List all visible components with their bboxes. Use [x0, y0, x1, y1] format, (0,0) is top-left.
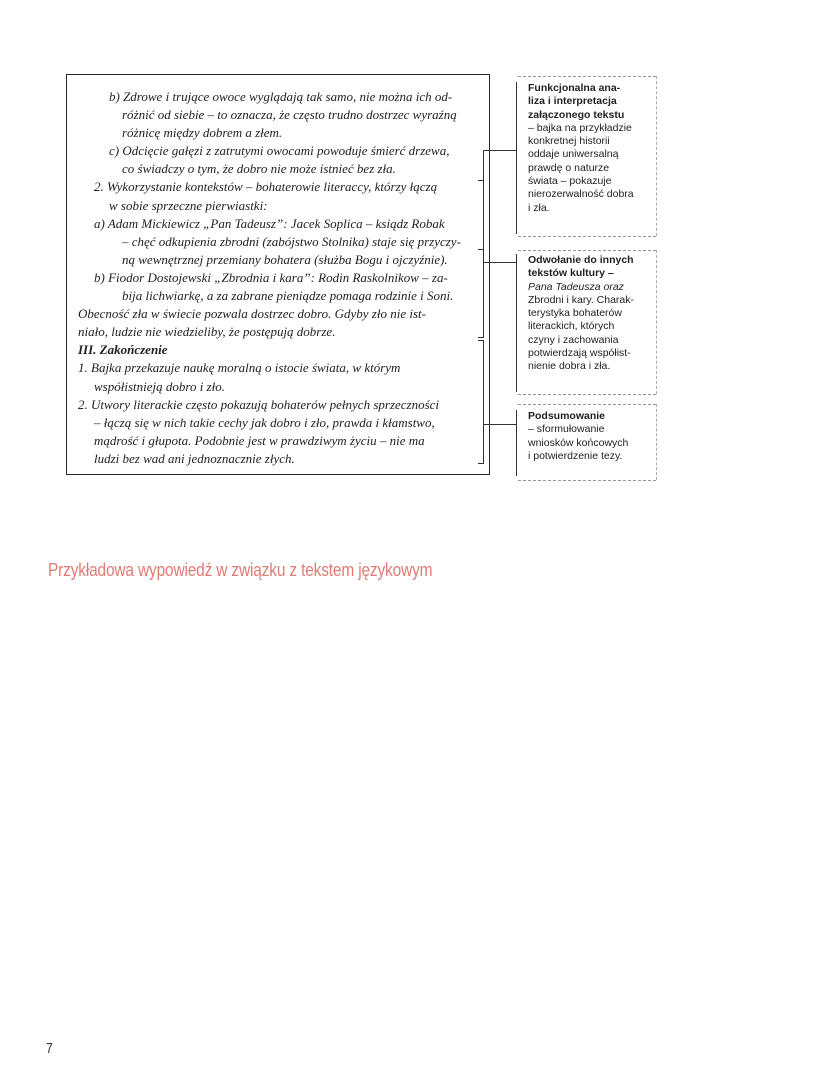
note-body: czyny i zachowania [528, 333, 619, 346]
outline-line: niało, ludzie nie wiedzieliby, że postępują dobrze. [78, 324, 336, 340]
outline-line: różnicę między dobrem a złem. [122, 125, 283, 141]
note-body: konkretnej historii [528, 135, 610, 148]
bracket-section-2 [478, 180, 484, 338]
note-body: i potwierdzenie tezy. [528, 449, 623, 462]
section-heading: III. Zakończenie [78, 342, 168, 358]
outline-line: 1. Bajka przekazuje naukę moralną o istocie świata, w którym [78, 360, 401, 376]
note-title: Odwołanie do innych [528, 254, 634, 266]
outline-line: mądrość i głupota. Podobnie jest w prawdziwym życiu – nie ma [94, 432, 425, 448]
note-divider [518, 250, 656, 251]
outline-line: a) Adam Mickiewicz „Pan Tadeusz”: Jacek Soplica – ksiądz Robak [94, 215, 445, 231]
essay-outline-text [78, 88, 482, 468]
side-note-summary [516, 410, 628, 476]
outline-line: Obecność zła w świecie pozwala dostrzec dobro. Gdyby zło nie ist- [78, 306, 426, 322]
outline-line: współistnieją dobro i zło. [94, 378, 225, 394]
note-title: tekstów kultury – [528, 267, 614, 280]
note-dashed-edge [656, 76, 657, 236]
note-body: terystyka bohaterów [528, 307, 622, 320]
note-divider [518, 236, 656, 237]
note-dashed-edge [656, 404, 657, 480]
note-body: – sformułowanie [528, 423, 605, 436]
connector-1 [484, 150, 516, 151]
note-dashed-edge [656, 250, 657, 394]
outline-line: bija lichwiarkę, a za zabrane pieniądze pomaga rodzinie i Soni. [122, 288, 454, 304]
section-caption: Przykładowa wypowiedź w związku z tekstem językowym [48, 560, 433, 580]
note-body: Zbrodni i kary. Charak- [528, 293, 635, 306]
outline-line: w sobie sprzeczne pierwiastki: [109, 197, 268, 213]
side-note-analysis [516, 82, 634, 234]
outline-line: ludzi bez wad ani jednoznacznie złych. [94, 450, 295, 466]
outline-line: ną wewnętrznej przemiany bohatera (służba Bogu i ojczyźnie). [122, 251, 448, 267]
outline-line: – chęć odkupienia zbrodni (zabójstwo Stolnika) staje się przyczy- [122, 233, 461, 249]
note-title: liza i interpretacja [528, 95, 617, 108]
outline-line: c) Odcięcie gałęzi z zatrutymi owocami powoduje śmierć drzewa, [109, 143, 450, 159]
note-body: Pana Tadeusza oraz [528, 280, 624, 293]
outline-line: różnić od siebie – to oznacza, że często trudno dostrzec wyraźną [122, 107, 457, 123]
note-body: wniosków końcowych [528, 436, 629, 449]
connector-2 [484, 262, 516, 263]
note-body: nienie dobra i zła. [528, 360, 611, 373]
side-note-cultural-references [516, 254, 634, 392]
note-title: Podsumowanie [528, 410, 606, 422]
note-body: świata – pokazuje [528, 175, 612, 188]
outline-line: 2. Utwory literackie często pokazują bohaterów pełnych sprzeczności [78, 396, 440, 412]
note-body: oddaje uniwersalną [528, 148, 619, 161]
note-body: i zła. [528, 201, 550, 214]
outline-line: b) Zdrowe i trujące owoce wyglądają tak samo, nie można ich od- [109, 89, 453, 104]
outline-line: co świadczy o tym, że dobro nie może istnieć bez zła. [122, 161, 396, 177]
note-body: potwierdzają współist- [528, 347, 631, 360]
outline-line: b) Fiodor Dostojewski „Zbrodnia i kara”: Rodin Raskolnikow – za- [94, 269, 448, 285]
note-body: literackich, których [528, 320, 615, 333]
note-body: – bajka na przykładzie [528, 121, 632, 134]
note-title: załączonego tekstu [528, 108, 625, 121]
bracket-section-3 [478, 340, 484, 464]
note-body: prawdę o naturze [528, 161, 610, 174]
note-divider [518, 76, 656, 77]
note-divider [518, 394, 656, 395]
connector-3 [484, 424, 516, 425]
note-divider [518, 480, 656, 481]
outline-line: 2. Wykorzystanie kontekstów – bohaterowie literaccy, którzy łączą [94, 179, 438, 195]
note-title: Funkcjonalna ana- [528, 82, 621, 94]
note-body: nierozerwalność dobra [528, 188, 634, 201]
outline-line: – łączą się w nich takie cechy jak dobro i zło, prawda i kłamstwo, [94, 414, 435, 430]
page-number: 7 [46, 1040, 53, 1057]
note-divider [518, 404, 656, 405]
